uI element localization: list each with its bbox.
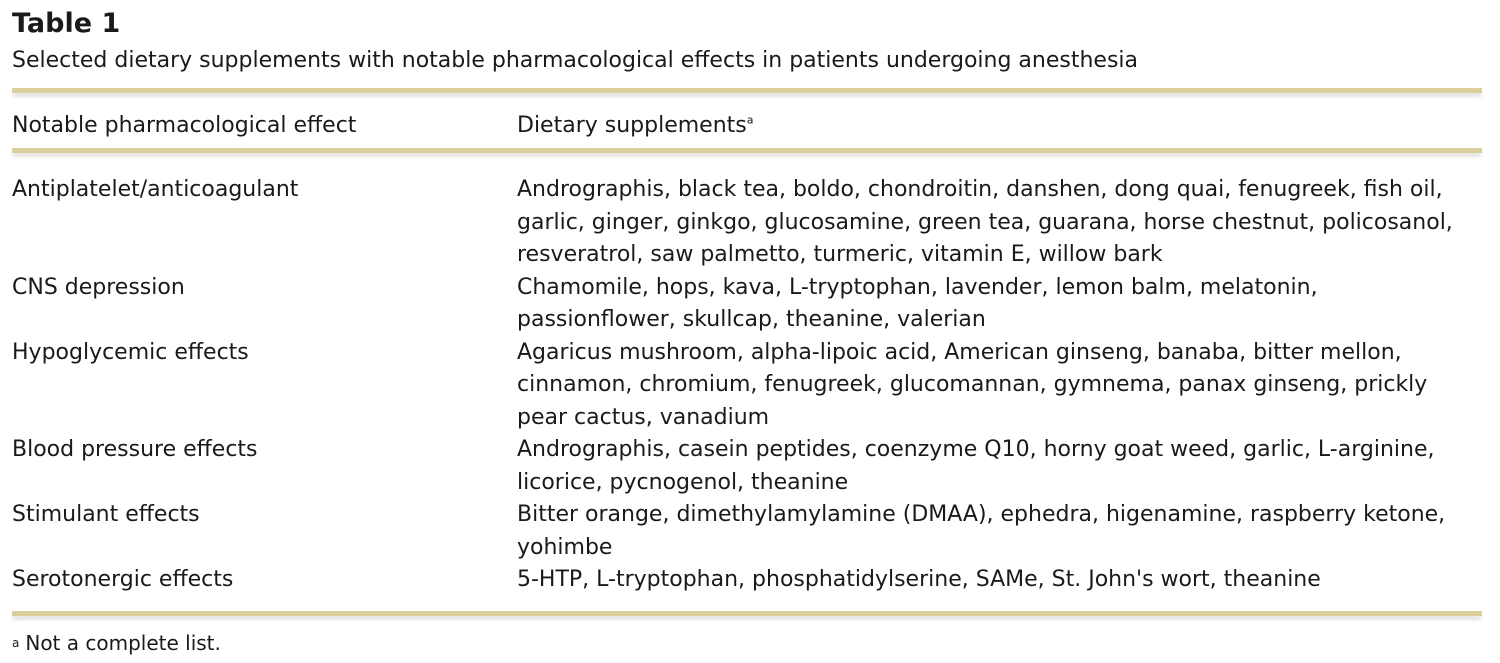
table-row xyxy=(12,337,1482,435)
row-supplements: Bitter orange, dimethylamylamine (DMAA), ephedra, higenamine, raspberry ketone, yohimbe xyxy=(517,502,1446,560)
table-body xyxy=(12,174,1482,597)
top-rule xyxy=(12,88,1482,93)
table-caption: Selected dietary supplements with notable pharmacological effects in patients undergoing anesthesia xyxy=(12,48,1139,73)
table-row xyxy=(12,434,1482,499)
table-row xyxy=(12,174,1482,272)
row-supplements: 5-HTP, L-tryptophan, phosphatidylserine, SAMe, St. John's wort, theanine xyxy=(517,567,1321,592)
row-effect: Serotonergic effects xyxy=(12,567,234,592)
header-superscript: a xyxy=(746,113,754,127)
row-supplements: Chamomile, hops, kava, L-tryptophan, lavender, lemon balm, melatonin, passionflower, skullcap, theanine, valerian xyxy=(517,274,1318,332)
row-effect: Stimulant effects xyxy=(12,502,200,527)
footnote-mark: a xyxy=(12,636,20,650)
row-effect: CNS depression xyxy=(12,274,185,300)
row-supplements: Andrographis, black tea, boldo, chondroitin, danshen, dong quai, fenugreek, fish oil, garlic, ginger, ginkgo, glucosamine, green tea, guarana, horse chestnut, policosanol, resveratrol, saw palmetto, turmeric, vitamin E, willow bark xyxy=(517,177,1453,267)
footnote-text: Not a complete list. xyxy=(25,631,221,655)
row-effect: Blood pressure effects xyxy=(12,437,258,462)
header-supplements-label: Dietary supplements xyxy=(517,113,747,138)
header-rule xyxy=(12,148,1482,153)
row-supplements: Andrographis, casein peptides, coenzyme Q10, horny goat weed, garlic, L-arginine, licorice, pycnogenol, theanine xyxy=(517,437,1435,495)
row-supplements: Agaricus mushroom, alpha-lipoic acid, American ginseng, banaba, bitter mellon, cinnamon, chromium, fenugreek, glucomannan, gymnema, panax ginseng, prickly pear cactus, vanadium xyxy=(517,339,1428,430)
row-effect: Hypoglycemic effects xyxy=(12,339,249,365)
table-header-row xyxy=(12,110,1482,142)
table-title: Table 1 xyxy=(12,8,121,39)
table-footnote xyxy=(12,628,221,658)
header-effect: Notable pharmacological effect xyxy=(12,113,357,138)
table-row xyxy=(12,499,1482,564)
row-effect: Antiplatelet/anticoagulant xyxy=(12,177,299,202)
table-row xyxy=(12,272,1482,337)
header-supplements xyxy=(517,110,1482,142)
bottom-rule xyxy=(12,611,1482,616)
table-row xyxy=(12,564,1482,597)
